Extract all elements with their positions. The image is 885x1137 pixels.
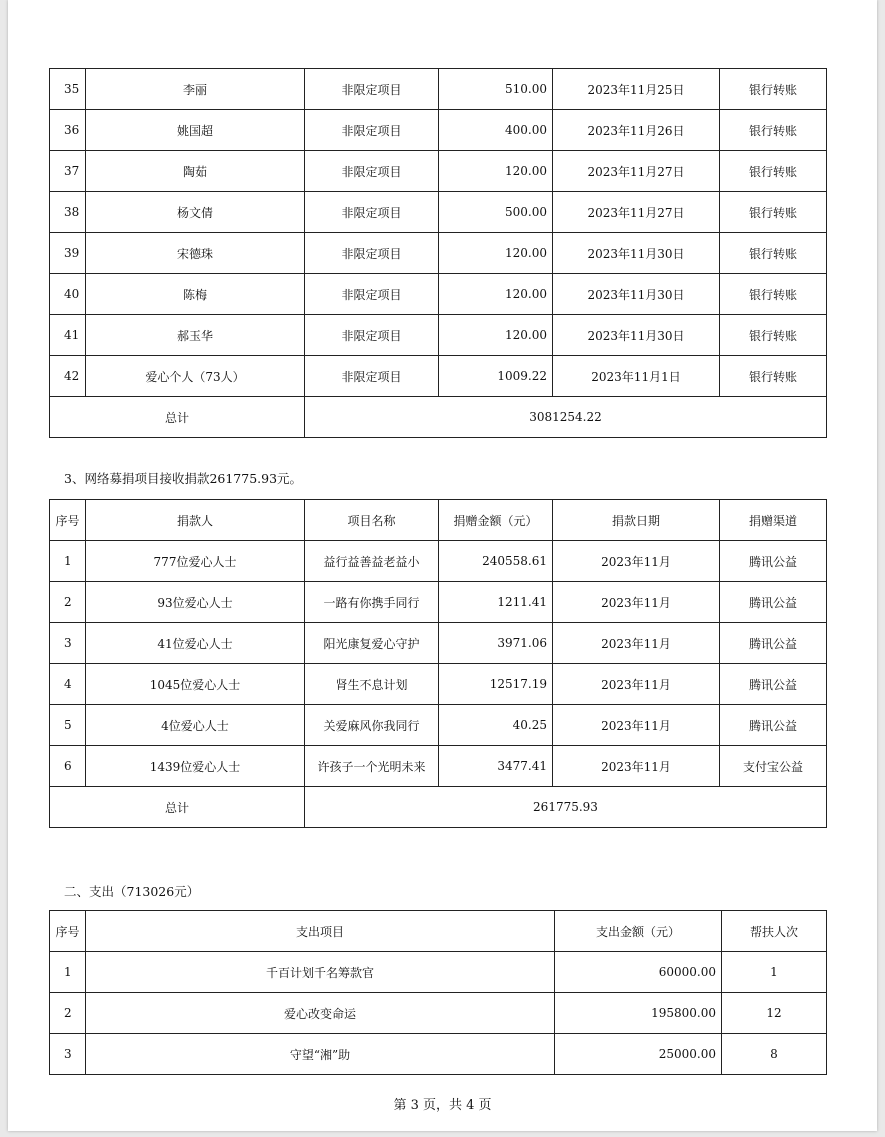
table-row bbox=[50, 1034, 827, 1075]
cell-date: 2023年11月30日 bbox=[553, 315, 720, 356]
cell-channel: 银行转账 bbox=[720, 110, 827, 151]
table-row bbox=[50, 274, 827, 315]
cell-date: 2023年11月26日 bbox=[553, 110, 720, 151]
cell-date: 2023年11月 bbox=[553, 541, 720, 582]
cell-date: 2023年11月 bbox=[553, 623, 720, 664]
cell-donor: 41位爱心人士 bbox=[86, 623, 305, 664]
cell-item: 守望“湘”助 bbox=[86, 1034, 555, 1075]
cell-project: 非限定项目 bbox=[305, 69, 439, 110]
expense-section-caption: 二、支出（713026元） bbox=[64, 884, 200, 899]
table-row bbox=[50, 69, 827, 110]
table-row bbox=[50, 705, 827, 746]
cell-project: 非限定项目 bbox=[305, 151, 439, 192]
cell-no: 35 bbox=[50, 69, 86, 110]
header-date: 捐款日期 bbox=[553, 500, 720, 541]
total-label: 总计 bbox=[50, 397, 305, 438]
cell-amount: 12517.19 bbox=[439, 664, 553, 705]
table-row bbox=[50, 952, 827, 993]
cell-channel: 银行转账 bbox=[720, 274, 827, 315]
table-row bbox=[50, 541, 827, 582]
cell-amount: 60000.00 bbox=[555, 952, 722, 993]
header-no: 序号 bbox=[50, 911, 86, 952]
table-row bbox=[50, 993, 827, 1034]
cell-no: 1 bbox=[50, 541, 86, 582]
cell-donor: 姚国超 bbox=[86, 110, 305, 151]
online-section-caption: 3、网络募捐项目接收捐款261775.93元。 bbox=[64, 471, 303, 486]
total-value: 261775.93 bbox=[305, 787, 827, 828]
cell-project: 益行益善益老益小 bbox=[305, 541, 439, 582]
cell-no: 2 bbox=[50, 993, 86, 1034]
cell-no: 39 bbox=[50, 233, 86, 274]
cell-project: 一路有你携手同行 bbox=[305, 582, 439, 623]
cell-donor: 777位爱心人士 bbox=[86, 541, 305, 582]
cell-date: 2023年11月 bbox=[553, 664, 720, 705]
cell-project: 阳光康复爱心守护 bbox=[305, 623, 439, 664]
online-donations-table bbox=[49, 499, 827, 828]
cell-count: 1 bbox=[722, 952, 827, 993]
header-count: 帮扶人次 bbox=[722, 911, 827, 952]
cell-count: 12 bbox=[722, 993, 827, 1034]
table-row bbox=[50, 746, 827, 787]
cell-no: 37 bbox=[50, 151, 86, 192]
table-row bbox=[50, 151, 827, 192]
header-project: 项目名称 bbox=[305, 500, 439, 541]
cell-donor: 1045位爱心人士 bbox=[86, 664, 305, 705]
table-row bbox=[50, 192, 827, 233]
cell-channel: 腾讯公益 bbox=[720, 623, 827, 664]
table-row bbox=[50, 233, 827, 274]
header-amount: 支出金额（元） bbox=[555, 911, 722, 952]
cell-channel: 腾讯公益 bbox=[720, 541, 827, 582]
cell-no: 4 bbox=[50, 664, 86, 705]
header-amount: 捐赠金额（元） bbox=[439, 500, 553, 541]
header-no: 序号 bbox=[50, 500, 86, 541]
cell-project: 肾生不息计划 bbox=[305, 664, 439, 705]
expense-table bbox=[49, 910, 827, 1075]
cell-donor: 宋德珠 bbox=[86, 233, 305, 274]
cell-date: 2023年11月1日 bbox=[553, 356, 720, 397]
cell-amount: 120.00 bbox=[439, 233, 553, 274]
total-value: 3081254.22 bbox=[305, 397, 827, 438]
header-donor: 捐款人 bbox=[86, 500, 305, 541]
cell-amount: 510.00 bbox=[439, 69, 553, 110]
cell-amount: 3971.06 bbox=[439, 623, 553, 664]
cell-donor: 郝玉华 bbox=[86, 315, 305, 356]
cell-no: 6 bbox=[50, 746, 86, 787]
cell-amount: 400.00 bbox=[439, 110, 553, 151]
table-row bbox=[50, 315, 827, 356]
cell-channel: 腾讯公益 bbox=[720, 705, 827, 746]
cell-date: 2023年11月 bbox=[553, 582, 720, 623]
cell-channel: 银行转账 bbox=[720, 356, 827, 397]
cell-project: 非限定项目 bbox=[305, 274, 439, 315]
cell-channel: 银行转账 bbox=[720, 151, 827, 192]
cell-channel: 银行转账 bbox=[720, 192, 827, 233]
table-row bbox=[50, 623, 827, 664]
table-row bbox=[50, 582, 827, 623]
cell-channel: 腾讯公益 bbox=[720, 582, 827, 623]
cell-donor: 杨文倩 bbox=[86, 192, 305, 233]
cell-project: 非限定项目 bbox=[305, 192, 439, 233]
cell-amount: 40.25 bbox=[439, 705, 553, 746]
cell-count: 8 bbox=[722, 1034, 827, 1075]
cell-donor: 爱心个人（73人） bbox=[86, 356, 305, 397]
cell-no: 40 bbox=[50, 274, 86, 315]
online-header-row bbox=[50, 500, 827, 541]
cell-date: 2023年11月27日 bbox=[553, 192, 720, 233]
cell-no: 1 bbox=[50, 952, 86, 993]
cell-no: 3 bbox=[50, 1034, 86, 1075]
cell-amount: 195800.00 bbox=[555, 993, 722, 1034]
cell-amount: 500.00 bbox=[439, 192, 553, 233]
cell-item: 千百计划千名筹款官 bbox=[86, 952, 555, 993]
cell-amount: 240558.61 bbox=[439, 541, 553, 582]
cell-project: 非限定项目 bbox=[305, 315, 439, 356]
cell-channel: 支付宝公益 bbox=[720, 746, 827, 787]
cell-date: 2023年11月27日 bbox=[553, 151, 720, 192]
bank-total-row bbox=[50, 397, 827, 438]
cell-no: 42 bbox=[50, 356, 86, 397]
cell-no: 41 bbox=[50, 315, 86, 356]
cell-donor: 4位爱心人士 bbox=[86, 705, 305, 746]
cell-project: 关爱麻风你我同行 bbox=[305, 705, 439, 746]
cell-no: 2 bbox=[50, 582, 86, 623]
total-label: 总计 bbox=[50, 787, 305, 828]
cell-amount: 1009.22 bbox=[439, 356, 553, 397]
cell-amount: 1211.41 bbox=[439, 582, 553, 623]
cell-channel: 腾讯公益 bbox=[720, 664, 827, 705]
cell-amount: 120.00 bbox=[439, 274, 553, 315]
cell-project: 非限定项目 bbox=[305, 356, 439, 397]
cell-no: 5 bbox=[50, 705, 86, 746]
table-row bbox=[50, 664, 827, 705]
cell-donor: 陈梅 bbox=[86, 274, 305, 315]
expense-header-row bbox=[50, 911, 827, 952]
page-footer: 第 3 页，共 4 页 bbox=[393, 1098, 492, 1113]
cell-donor: 李丽 bbox=[86, 69, 305, 110]
document-page bbox=[8, 0, 877, 1131]
cell-date: 2023年11月25日 bbox=[553, 69, 720, 110]
cell-amount: 120.00 bbox=[439, 151, 553, 192]
cell-date: 2023年11月 bbox=[553, 705, 720, 746]
header-item: 支出项目 bbox=[86, 911, 555, 952]
cell-no: 3 bbox=[50, 623, 86, 664]
cell-project: 非限定项目 bbox=[305, 110, 439, 151]
cell-amount: 120.00 bbox=[439, 315, 553, 356]
online-total-row bbox=[50, 787, 827, 828]
cell-channel: 银行转账 bbox=[720, 233, 827, 274]
cell-no: 38 bbox=[50, 192, 86, 233]
cell-donor: 93位爱心人士 bbox=[86, 582, 305, 623]
header-channel: 捐赠渠道 bbox=[720, 500, 827, 541]
table-row bbox=[50, 110, 827, 151]
cell-donor: 1439位爱心人士 bbox=[86, 746, 305, 787]
table-row bbox=[50, 356, 827, 397]
cell-item: 爱心改变命运 bbox=[86, 993, 555, 1034]
cell-amount: 3477.41 bbox=[439, 746, 553, 787]
cell-donor: 陶茹 bbox=[86, 151, 305, 192]
cell-date: 2023年11月30日 bbox=[553, 233, 720, 274]
cell-date: 2023年11月 bbox=[553, 746, 720, 787]
cell-project: 许孩子一个光明未来 bbox=[305, 746, 439, 787]
cell-amount: 25000.00 bbox=[555, 1034, 722, 1075]
cell-no: 36 bbox=[50, 110, 86, 151]
cell-date: 2023年11月30日 bbox=[553, 274, 720, 315]
cell-project: 非限定项目 bbox=[305, 233, 439, 274]
cell-channel: 银行转账 bbox=[720, 315, 827, 356]
bank-donations-table bbox=[49, 68, 827, 438]
cell-channel: 银行转账 bbox=[720, 69, 827, 110]
